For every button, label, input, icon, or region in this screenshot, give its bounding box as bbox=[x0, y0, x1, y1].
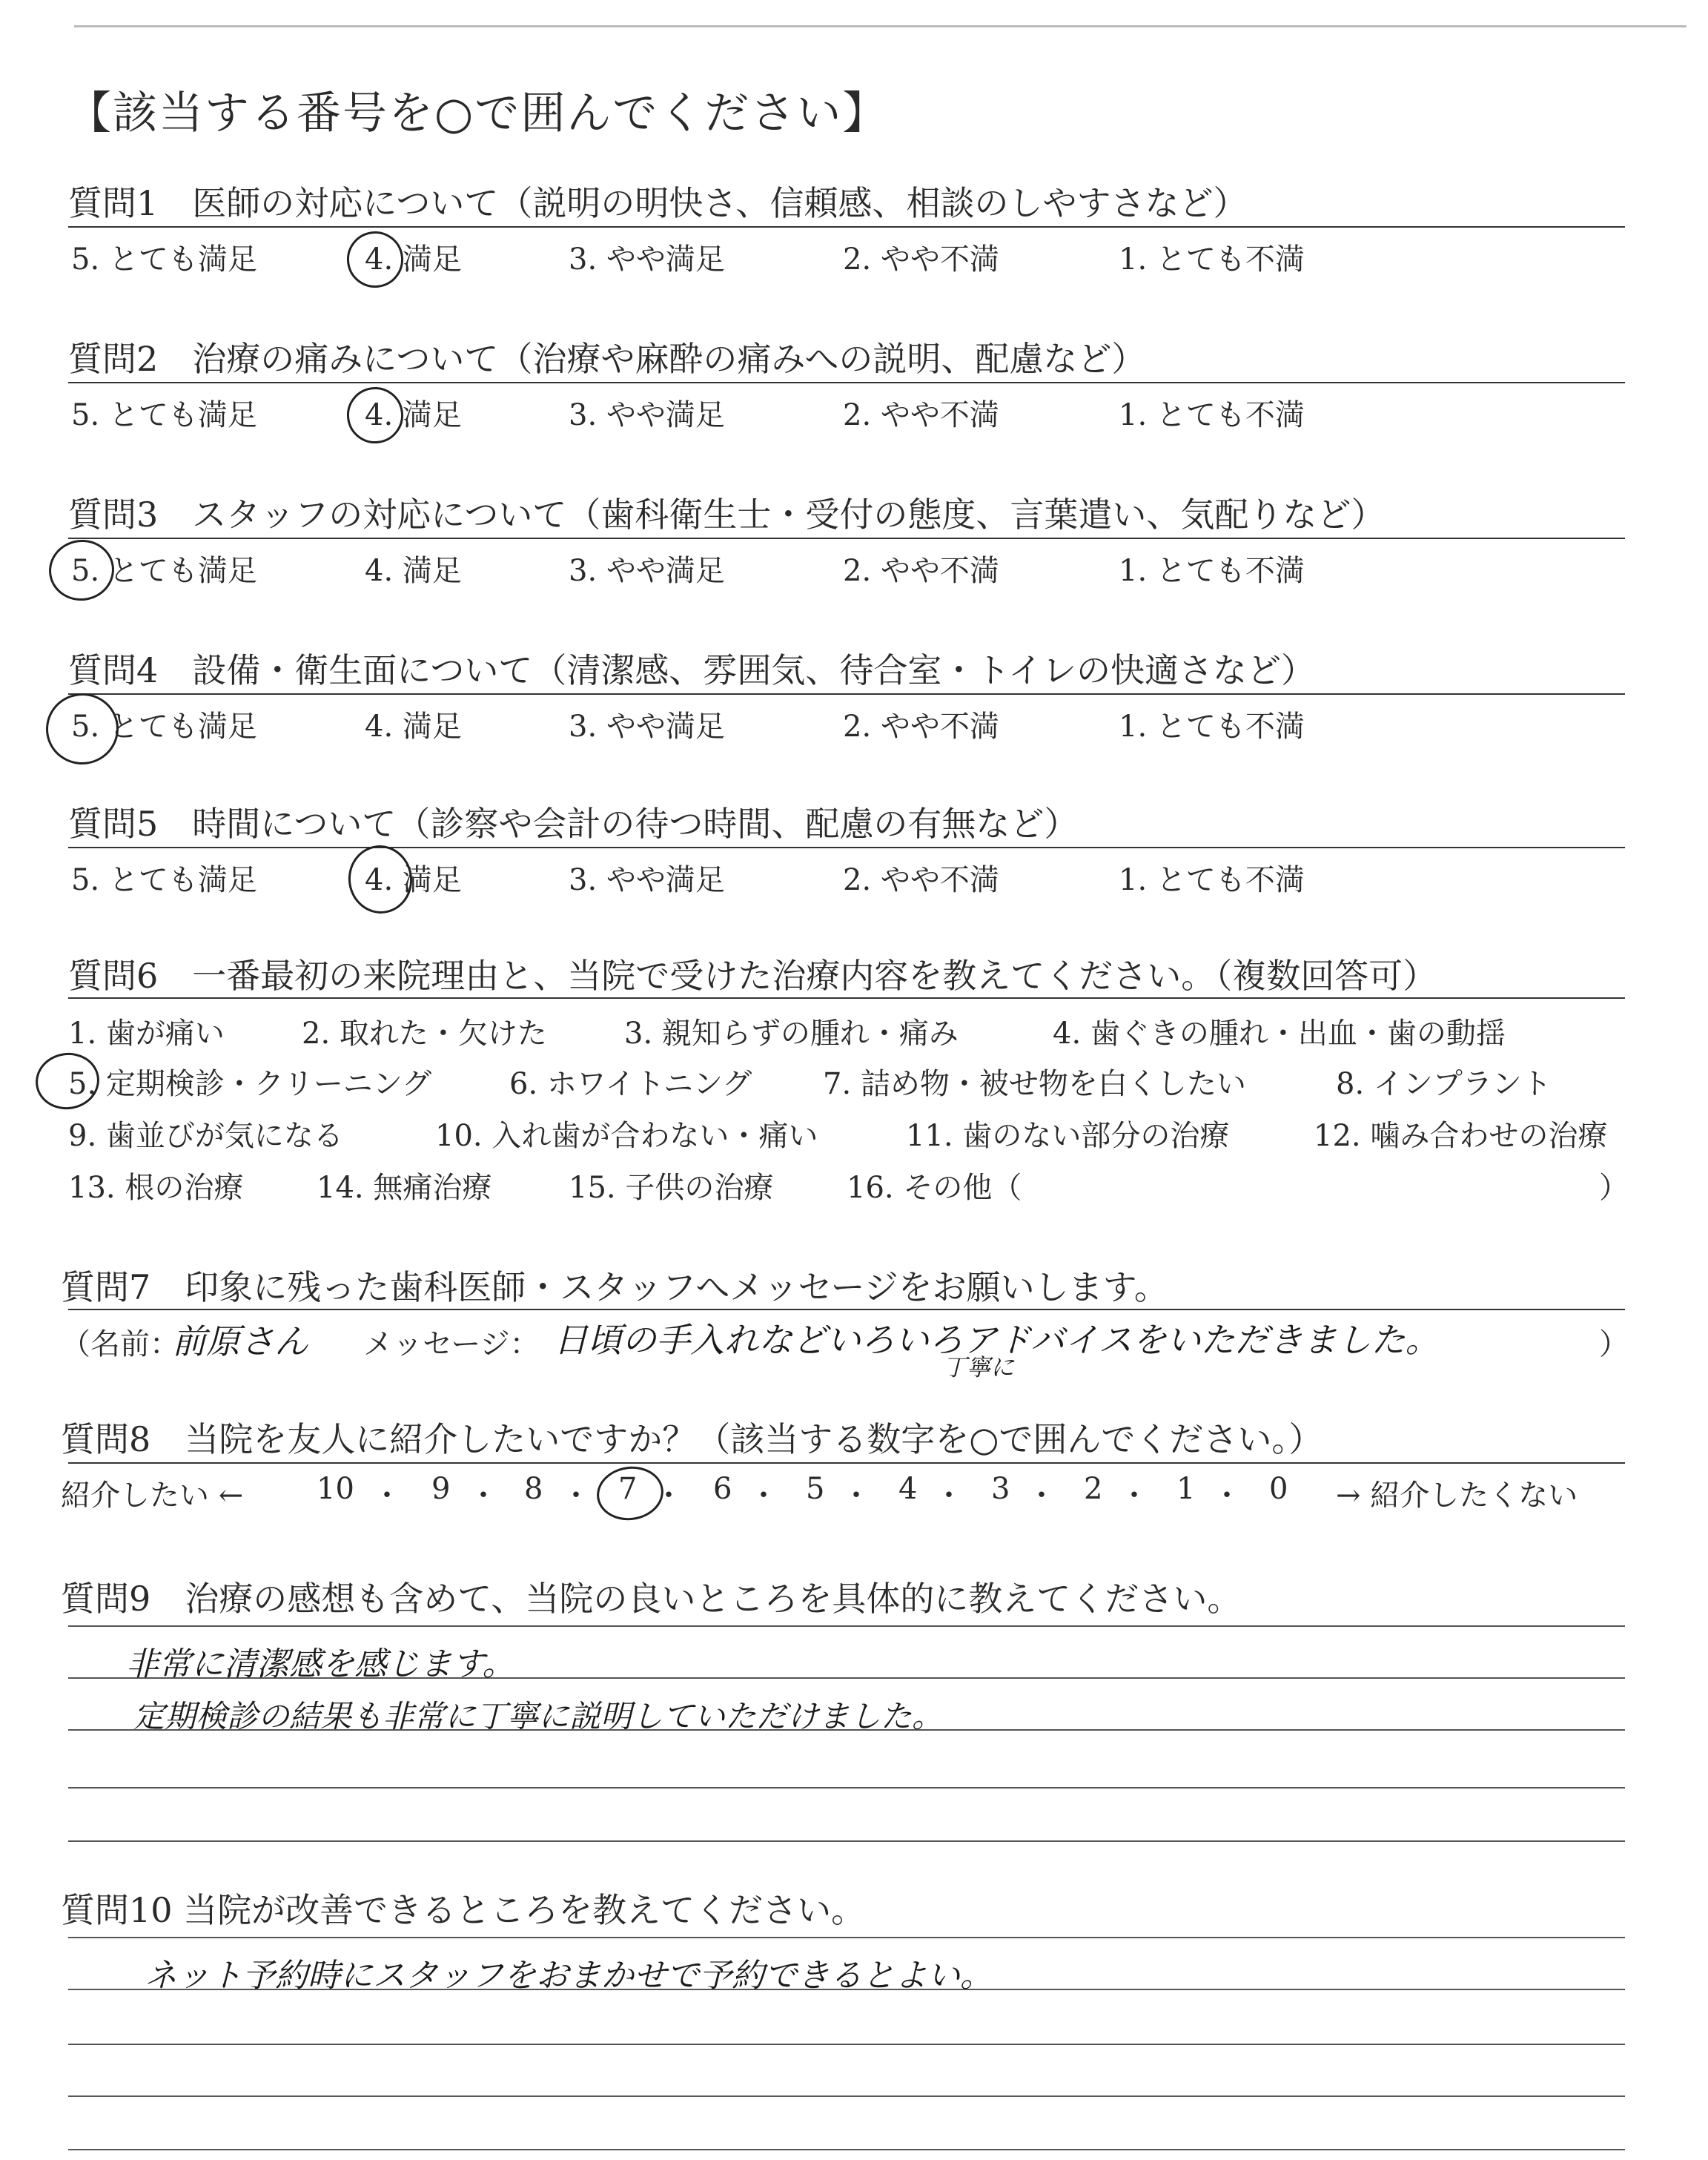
option-2[interactable]: 2. やや不満 bbox=[843, 863, 999, 897]
scale-dot: ・ bbox=[1212, 1479, 1242, 1513]
question-8-title: 質問8 当院を友人に紹介したいですか？（該当する数字を○で囲んでください。） bbox=[61, 1419, 1323, 1459]
q6-option-6[interactable]: 6. ホワイトニング bbox=[509, 1067, 752, 1101]
option-1[interactable]: 1. とても不満 bbox=[1119, 710, 1305, 744]
option-4[interactable]: 4. 満足 bbox=[365, 554, 462, 588]
question-7-answer-row bbox=[61, 1316, 1647, 1381]
question-8-rule bbox=[68, 1462, 1625, 1464]
name-label: （名前： bbox=[61, 1327, 179, 1361]
scale-5[interactable]: 5 bbox=[806, 1472, 825, 1506]
scale-dot: ・ bbox=[469, 1479, 498, 1513]
answer-circle-q6 bbox=[32, 1048, 103, 1113]
scale-dot: ・ bbox=[1119, 1479, 1149, 1513]
option-3[interactable]: 3. やや満足 bbox=[569, 710, 725, 744]
answer-line bbox=[68, 2149, 1625, 2150]
question-10-title: 質問10 当院が改善できるところを教えてください。 bbox=[61, 1890, 866, 1930]
scale-3[interactable]: 3 bbox=[991, 1472, 1010, 1506]
question-2-rule bbox=[68, 382, 1625, 383]
message-insert-handwritten: 丁寧に bbox=[943, 1353, 1015, 1381]
q6-option-1[interactable]: 1. 歯が痛い bbox=[68, 1017, 225, 1051]
question-1-title: 質問1 医師の対応について（説明の明快さ、信頼感、相談のしやすさなど） bbox=[68, 183, 1248, 223]
scale-10[interactable]: 10 bbox=[317, 1472, 354, 1506]
q6-option-8[interactable]: 8. インプラント bbox=[1336, 1067, 1552, 1101]
message-close: ） bbox=[1599, 1327, 1629, 1361]
option-5[interactable]: 5. とても満足 bbox=[71, 242, 257, 277]
option-2[interactable]: 2. やや不満 bbox=[843, 242, 999, 277]
option-1[interactable]: 1. とても不満 bbox=[1119, 554, 1305, 588]
option-5[interactable]: 5. とても満足 bbox=[71, 554, 257, 588]
scale-right-label: → 紹介したくない bbox=[1336, 1479, 1578, 1513]
question-4-options bbox=[68, 703, 1640, 744]
q6-option-11[interactable]: 11. 歯のない部分の治療 bbox=[906, 1119, 1230, 1153]
scale-0[interactable]: 0 bbox=[1269, 1472, 1288, 1506]
q6-option-5[interactable]: 5. 定期検診・クリーニング bbox=[68, 1067, 432, 1101]
page-heading: 【該当する番号を○で囲んでください】 bbox=[67, 87, 889, 139]
question-6-rule bbox=[68, 997, 1625, 999]
option-3[interactable]: 3. やや満足 bbox=[569, 242, 725, 277]
q6-option-14[interactable]: 14. 無痛治療 bbox=[317, 1171, 492, 1205]
option-4[interactable]: 4. 満足 bbox=[365, 710, 462, 744]
question-1-rule bbox=[68, 226, 1625, 228]
scale-dot: ・ bbox=[561, 1479, 591, 1513]
message-label: メッセージ： bbox=[363, 1327, 540, 1361]
question-4-title: 質問4 設備・衛生面について（清潔感、雰囲気、待合室・トイレの快適さなど） bbox=[68, 650, 1316, 690]
scale-dot: ・ bbox=[1027, 1479, 1056, 1513]
option-3[interactable]: 3. やや満足 bbox=[569, 863, 725, 897]
q6-option-4[interactable]: 4. 歯ぐきの腫れ・出血・歯の動揺 bbox=[1053, 1017, 1506, 1051]
answer-line bbox=[68, 1840, 1625, 1842]
q6-option-3[interactable]: 3. 親知らずの腫れ・痛み bbox=[624, 1017, 959, 1051]
q9-answer-line-2: 定期検診の結果も非常に丁寧に説明していただけました。 bbox=[133, 1698, 944, 1734]
scale-7[interactable]: 7 bbox=[618, 1472, 638, 1506]
scale-dot: ・ bbox=[934, 1479, 964, 1513]
answer-circle-q4 bbox=[42, 689, 123, 770]
message-handwritten: 日頃の手入れなどいろいろアドバイスをいただきました。 bbox=[554, 1320, 1440, 1360]
option-2[interactable]: 2. やや不満 bbox=[843, 398, 999, 432]
option-1[interactable]: 1. とても不満 bbox=[1119, 242, 1305, 277]
name-handwritten: 前原さん bbox=[172, 1321, 308, 1361]
scale-2[interactable]: 2 bbox=[1084, 1472, 1103, 1506]
question-7-rule bbox=[68, 1309, 1625, 1310]
q9-answer-line-1: 非常に清潔感を感じます。 bbox=[126, 1645, 515, 1683]
scale-dot: ・ bbox=[749, 1479, 778, 1513]
answer-circle-q3 bbox=[45, 535, 119, 604]
answer-line bbox=[68, 1937, 1625, 1938]
scale-1[interactable]: 1 bbox=[1176, 1472, 1196, 1506]
scale-8[interactable]: 8 bbox=[524, 1472, 543, 1506]
q6-option-10[interactable]: 10. 入れ歯が合わない・痛い bbox=[435, 1119, 818, 1153]
option-4[interactable]: 4. 満足 bbox=[365, 863, 462, 897]
q6-option-15[interactable]: 15. 子供の治療 bbox=[569, 1171, 774, 1205]
answer-line bbox=[68, 2044, 1625, 2045]
recommend-scale bbox=[61, 1472, 1647, 1516]
scale-dot: ・ bbox=[654, 1479, 683, 1513]
q6-option-7[interactable]: 7. 詰め物・被せ物を白くしたい bbox=[823, 1067, 1246, 1101]
question-7-title: 質問7 印象に残った歯科医師・スタッフへメッセージをお願いします。 bbox=[61, 1267, 1168, 1307]
option-2[interactable]: 2. やや不満 bbox=[843, 554, 999, 588]
question-1-options bbox=[68, 236, 1640, 277]
scale-dot: ・ bbox=[841, 1479, 871, 1513]
question-6-row-4 bbox=[68, 1164, 1647, 1205]
question-6-row-3 bbox=[68, 1112, 1647, 1153]
option-3[interactable]: 3. やや満足 bbox=[569, 554, 725, 588]
question-2-title: 質問2 治療の痛みについて（治療や麻酔の痛みへの説明、配慮など） bbox=[68, 339, 1146, 379]
question-3-rule bbox=[68, 538, 1625, 539]
q10-answer-line-1: ネット予約時にスタッフをおまかせで予約できるとよい。 bbox=[145, 1957, 993, 1995]
question-5-options bbox=[68, 856, 1640, 897]
answer-line bbox=[68, 1625, 1625, 1627]
question-9-title: 質問9 治療の感想も含めて、当院の良いところを具体的に教えてください。 bbox=[61, 1579, 1242, 1619]
question-4-rule bbox=[68, 693, 1625, 695]
question-3-options bbox=[68, 547, 1640, 588]
q6-option-13[interactable]: 13. 根の治療 bbox=[68, 1171, 244, 1205]
question-6-row-2 bbox=[68, 1060, 1647, 1101]
option-4[interactable]: 4. 満足 bbox=[365, 398, 462, 432]
option-5[interactable]: 5. とても満足 bbox=[71, 863, 257, 897]
answer-circle-q5 bbox=[344, 841, 417, 917]
option-5[interactable]: 5. とても満足 bbox=[71, 710, 257, 744]
question-5-title: 質問5 時間について（診察や会計の待つ時間、配慮の有無など） bbox=[68, 804, 1079, 844]
scale-dot: ・ bbox=[372, 1479, 402, 1513]
option-4[interactable]: 4. 満足 bbox=[365, 242, 462, 277]
question-2-options bbox=[68, 392, 1640, 432]
option-5[interactable]: 5. とても満足 bbox=[71, 398, 257, 432]
q6-option-12[interactable]: 12. 噛み合わせの治療 bbox=[1314, 1119, 1608, 1153]
scale-left-label: 紹介したい ← bbox=[61, 1479, 244, 1513]
scale-6[interactable]: 6 bbox=[713, 1472, 732, 1506]
option-1[interactable]: 1. とても不満 bbox=[1119, 398, 1305, 432]
question-6-title: 質問6 一番最初の来院理由と、当院で受けた治療内容を教えてください。（複数回答可） bbox=[68, 956, 1437, 996]
q6-other-close: ） bbox=[1599, 1171, 1629, 1205]
option-1[interactable]: 1. とても不満 bbox=[1119, 863, 1305, 897]
question-6-row-1 bbox=[68, 1010, 1647, 1051]
scale-9[interactable]: 9 bbox=[431, 1472, 451, 1506]
option-2[interactable]: 2. やや不満 bbox=[843, 710, 999, 744]
scale-4[interactable]: 4 bbox=[898, 1472, 918, 1506]
answer-line bbox=[68, 2095, 1625, 2097]
answer-line bbox=[68, 1787, 1625, 1789]
q6-option-16[interactable]: 16. その他（ bbox=[847, 1171, 1022, 1205]
option-3[interactable]: 3. やや満足 bbox=[569, 398, 725, 432]
q6-option-9[interactable]: 9. 歯並びが気になる bbox=[68, 1119, 343, 1153]
top-border-line bbox=[74, 25, 1687, 27]
question-5-rule bbox=[68, 847, 1625, 848]
question-3-title: 質問3 スタッフの対応について（歯科衛生士・受付の態度、言葉遣い、気配りなど） bbox=[68, 495, 1386, 535]
q6-option-2[interactable]: 2. 取れた・欠けた bbox=[302, 1017, 547, 1051]
